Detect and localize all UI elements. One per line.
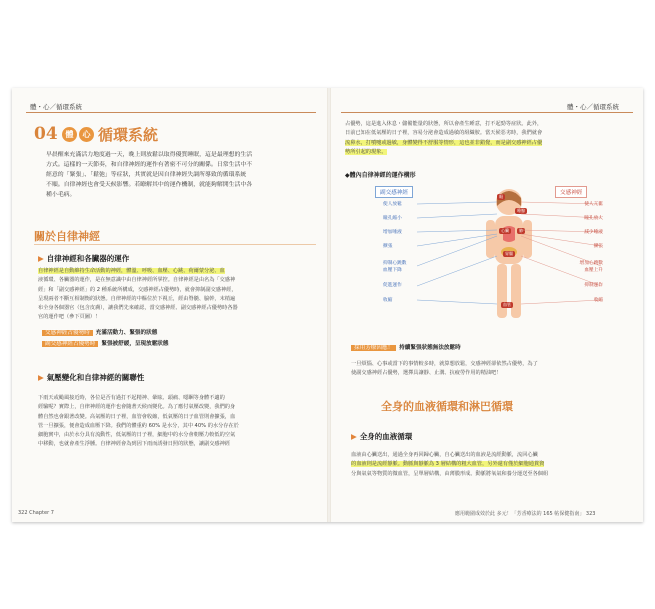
aroma-tip-tag [351, 344, 461, 353]
body-paragraph [351, 451, 637, 479]
intro-line: 種小毛病。 [46, 192, 76, 198]
body-line: 細胞實中，由於水分具有流動性，低氣壓的日子裡，細胞中的水分會朝壓力較低的空氣 [38, 432, 236, 439]
parasympathetic-item: 抑制心跳數 [383, 261, 407, 266]
body-line: 官的運作吧（參下頁圖）！ [38, 314, 101, 321]
body-line: 液循環、各臟器的運作，是在無意識中由自律神經所掌控。自律神經是由名為「交感神 [38, 277, 236, 284]
parasympathetic-item: 血壓下降 [383, 268, 402, 273]
state-tag [42, 340, 169, 349]
section-rule [34, 244, 316, 245]
bullet-icon: ▶ [351, 432, 357, 441]
body-paragraph [351, 360, 637, 379]
state-label: 緊張被舒緩，呈現放鬆狀態 [101, 341, 169, 347]
sympathetic-item: 減少唾液 [584, 230, 603, 235]
section-heading: 全身的血液循環和淋巴循環 [381, 400, 513, 413]
subheading-text: 全身的血液循環 [359, 432, 413, 441]
body-line: 占優勢，這是進入休息・儲備能量的狀態，所以會產生睡意，打不起勁等症狀。此外， [345, 121, 543, 127]
subheading-text: 自律神經和各臟器的運作 [46, 254, 130, 263]
parasympathetic-heading: 副交感神經 [375, 186, 413, 198]
parasympathetic-item: 促進運作 [383, 283, 402, 288]
body-paragraph [38, 267, 320, 323]
right-page [331, 88, 643, 522]
intro-line: 方式。這樣的一天節奏，和自律神經的運作有著密不可分的關係。日常生活中不 [46, 162, 253, 168]
section-heading: 關於自律神經 [34, 230, 100, 243]
chapter-badge-1: 體 [62, 127, 77, 142]
body-line: 呈現兩者不斷互相制衡的狀態。自律神經的中樞位於下視丘，經由脊髓、脇幹，末梢遍 [38, 295, 236, 302]
bullet-icon: ▶ [38, 373, 44, 382]
organ-label: 眼 [499, 194, 503, 199]
body-line: 下雨天或颱風接近時，各位是否有過打不起精神、暈眩、頭痛、噁睏等身體不適的 [38, 395, 225, 401]
aroma-tip-label: 持續緊張狀態無法放鬆時 [399, 345, 461, 351]
body-line: 體自然也會跟著改變。高氣壓的日子裡，血管會收縮，低氣壓的日子血管則會擴張，血 [38, 413, 236, 420]
body-line [351, 460, 637, 469]
sympathetic-heading: 交感神經 [555, 186, 587, 198]
sympathetic-item: 抑制運作 [584, 283, 603, 288]
parasympathetic-item: 增加唾液 [383, 230, 402, 235]
subheading [351, 431, 412, 442]
subheading-text: 氣壓變化和自律神經的關聯性 [46, 373, 145, 382]
bullet-icon: ▶ [38, 254, 44, 263]
sympathetic-item: 收縮 [593, 298, 603, 303]
chapter-title: 循環系統 [98, 126, 159, 144]
highlight-text: 流鼻水，打噴嚏或過敏，身體變得不舒服等情形，這也並非錯覺，而是副交感神經占優 [345, 139, 543, 146]
chapter-number: 04 [34, 124, 58, 144]
intro-paragraph [46, 150, 316, 200]
sympathetic-item: 擴張 [593, 244, 603, 249]
subheading [38, 372, 144, 383]
sympathetic-item: 增加心跳數 [579, 261, 603, 266]
highlight-text: 的血液則是流經靜脈。動脈與靜脈為 3 層結構的粗大血管，另外還有僅於細胞通貫資 [351, 461, 545, 468]
body-line: 血液由心臟送出，通過全身再回歸心臟，自心臟送出的血液是流經動脈，流回心臟 [351, 452, 538, 458]
parasympathetic-item: 使人放鬆 [383, 202, 402, 207]
running-header: 體・心／循環系統 [30, 103, 82, 111]
body-line: 分與氣氣等物質的微血管，呈單層結構，由薄膜形成。動脈將氧氣和養分運送至各個組 [351, 470, 549, 477]
sympathetic-item: 瞳孔放大 [584, 216, 603, 221]
body-paragraph [345, 120, 635, 157]
body-line: 日前已知在低氣壓的日子裡，容易分泌會造成過敏的組織胺。當天候惡劣時，我們就會 [345, 130, 543, 137]
organ-label: 肺 [519, 228, 523, 233]
intro-line: 不順。自律神經也會受天候影響。若瞭解其中的運作機制，就能夠解開生活中各 [46, 182, 253, 188]
body-line [345, 148, 635, 157]
header-rule [341, 112, 633, 113]
highlight-text: 勢所引起的現象。 [345, 148, 387, 155]
body-paragraph [38, 394, 320, 450]
body-line: 中移動，也就會產生浮腫。自律神經會為到因下雨而誘發日照的狀態，讓副交感神經 [38, 441, 230, 448]
body-line [38, 267, 320, 276]
state-pill: 交感神經占優勢時 [42, 330, 93, 336]
body-line: 經驗呢？實際上，自律神經的運作也會隨著天候而變化。為了應付氣壓改變，我們的身 [38, 404, 236, 411]
body-line: 布全身各個器官（包含皮膚），讓我們先來確認，當交感神經、副交感神經占優勢時各器 [38, 305, 238, 312]
organ-label: 唾腺 [517, 208, 525, 213]
body-line: 使副交感神經占優勢，選擇具讓靜、止溝、抗疲勞作用的精油吧！ [351, 370, 502, 377]
subheading [38, 253, 129, 264]
organ-label: 血管 [503, 302, 511, 307]
running-header: 體・心／循環系統 [567, 103, 619, 111]
page-footer: 應用範圍成效於此 多元！「芳香療法的 165 帖保健指南」 323 [455, 511, 596, 517]
intro-line: 經意的「緊張」、「鬆弛」等症狀，其實就是因自律神經失調所導致的循環系統 [46, 172, 247, 178]
organ-label: 胃腸 [505, 251, 513, 256]
diagram-title: ◆體內自律神經的運作構形 [345, 172, 416, 179]
parasympathetic-item: 瞳孔縮小 [383, 216, 402, 221]
header-rule [26, 112, 316, 113]
page-footer: 322 Chapter 7 [18, 510, 54, 516]
aroma-tip-pill: 採用芳療因應！ [351, 345, 396, 351]
chapter-badge-2: 心 [79, 127, 94, 142]
sympathetic-item: 血壓上升 [584, 268, 603, 273]
highlight-text: 自律神經是自動維持生命活動的神經，體溫、呼吸、血壓、心跳、荷爾蒙分泌、血 [38, 268, 225, 274]
state-pill: 副交感神經占優勢時 [42, 341, 98, 347]
left-page [12, 88, 327, 522]
body-line [345, 139, 635, 148]
body-line: 經」和「副交感神經」的 2 種系統所構成，交感神經占優勢時，就會抑制副交感神經， [38, 286, 237, 293]
state-tag [42, 329, 157, 338]
body-line: 管一旦擴張，便會造成血壓下降。我們的體重約 60% 是水分，其中 40% 的水分存在於 [38, 422, 239, 429]
organ-label: 心臟 [501, 228, 509, 233]
state-label: 充滿活動力、緊張的狀態 [95, 330, 158, 336]
book-spread [12, 88, 643, 522]
parasympathetic-item: 收縮 [383, 298, 393, 303]
intro-line: 早晨醒來充滿活力地度過一天，晚上則放鬆以取得優質睡眠，這是最理想的生活 [46, 152, 253, 158]
body-line: 一旦煩惱、心事或當下的事情較多時，就算想放鬆，交感神經卻依然占優勢，為了 [351, 361, 538, 367]
parasympathetic-item: 擴張 [383, 244, 393, 249]
sympathetic-item: 使人亢奮 [584, 202, 603, 207]
